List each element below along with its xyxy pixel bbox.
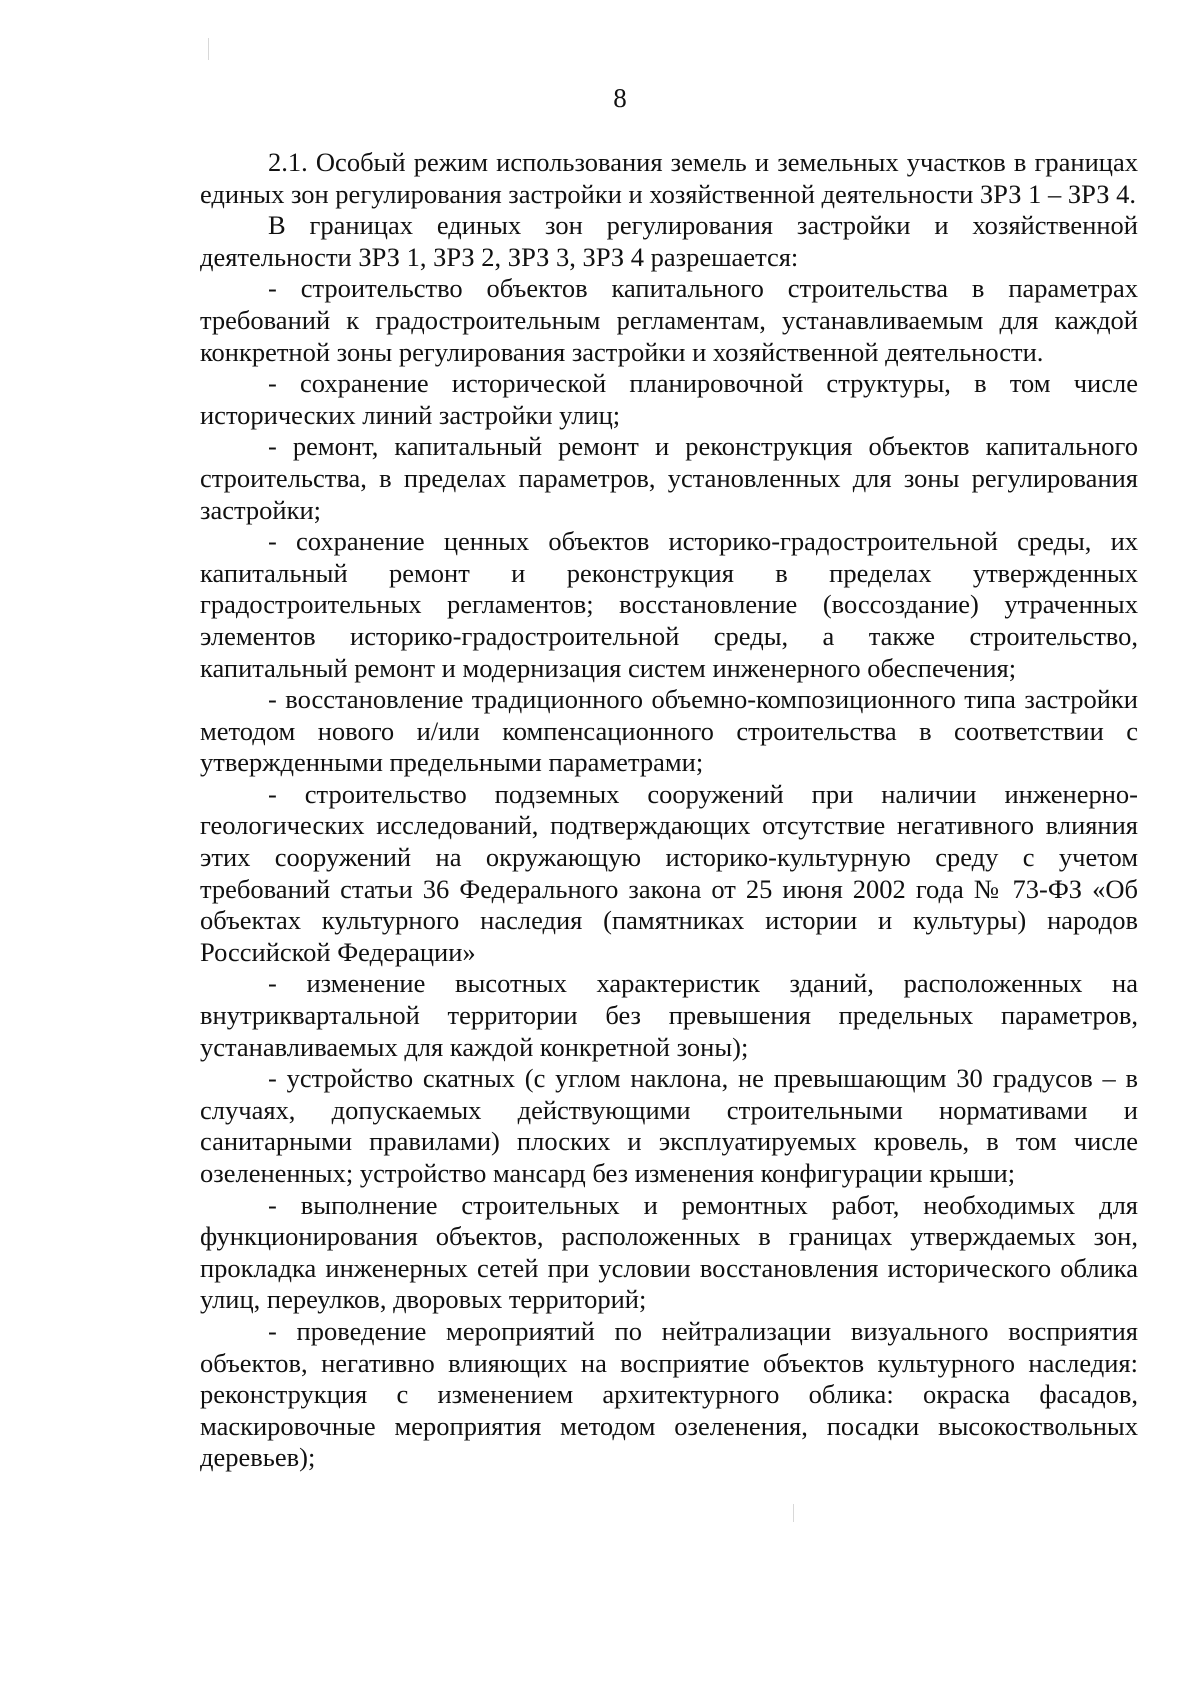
section-heading-paragraph: 2.1. Особый режим использования земель и земельных участков в границах единых зон регулирования застройки и хозяйственной деятельности ЗРЗ 1 – ЗРЗ 4. bbox=[200, 147, 1138, 209]
list-item: - сохранение ценных объектов историко-градостроительной среды, их капитальный ремонт и реконструкция в пределах утвержденных градостроительных регламентов; восстановление (воссоздание) утраченных элементов историко-градостроительной среды, а также строительство, капитальный ремонт и модернизация систем инженерного обеспечения; bbox=[200, 526, 1138, 683]
intro-paragraph: В границах единых зон регулирования застройки и хозяйственной деятельности ЗРЗ 1, ЗРЗ 2, ЗРЗ 3, ЗРЗ 4 разрешается: bbox=[200, 210, 1138, 272]
document-body bbox=[200, 147, 1138, 1474]
list-item: - ремонт, капитальный ремонт и реконструкция объектов капитального строительства, в пределах параметров, установленных для зоны регулирования застройки; bbox=[200, 431, 1138, 525]
list-item: - выполнение строительных и ремонтных работ, необходимых для функционирования объектов, расположенных в границах утверждаемых зон, прокладка инженерных сетей при условии восстановления исторического облика улиц, переулков, дворовых территорий; bbox=[200, 1189, 1138, 1315]
list-item: - восстановление традиционного объемно-композиционного типа застройки методом нового и/или компенсационного строительства в соответствии с утвержденными предельными параметрами; bbox=[200, 684, 1138, 778]
list-item: - проведение мероприятий по нейтрализации визуального восприятия объектов, негативно влияющих на восприятие объектов культурного наследия: реконструкция с изменением архитектурного облика: окраска фасадов, маскировочные мероприятия методом озеленения, посадки высокоствольных деревьев); bbox=[200, 1315, 1138, 1473]
list-item: - сохранение исторической планировочной структуры, в том числе исторических линий застройки улиц; bbox=[200, 368, 1138, 430]
scan-artifact-line bbox=[208, 38, 209, 60]
scan-artifact-line bbox=[793, 1504, 794, 1522]
page-number: 8 bbox=[613, 83, 627, 113]
list-item: - изменение высотных характеристик зданий, расположенных на внутриквартальной территории без превышения предельных параметров, устанавливаемых для каждой конкретной зоны); bbox=[200, 968, 1138, 1062]
list-item: - строительство подземных сооружений при наличии инженерно-геологических исследований, подтверждающих отсутствие негативного влияния этих сооружений на окружающую историко-культурную среду с учетом требований статьи 36 Федерального закона от 25 июня 2002 года № 73-ФЗ «Об объектах культурного наследия (памятниках истории и культуры) народов Российской Федерации» bbox=[200, 778, 1138, 967]
list-item: - строительство объектов капитального строительства в параметрах требований к градостроительным регламентам, устанавливаемым для каждой конкретной зоны регулирования застройки и хозяйственной деятельности. bbox=[200, 273, 1138, 367]
list-item: - устройство скатных (с углом наклона, не превышающим 30 градусов – в случаях, допускаемых действующими строительными нормативами и санитарными правилами) плоских и эксплуатируемых кровель, в том числе озелененных; устройство мансард без изменения конфигурации крыши; bbox=[200, 1063, 1138, 1188]
